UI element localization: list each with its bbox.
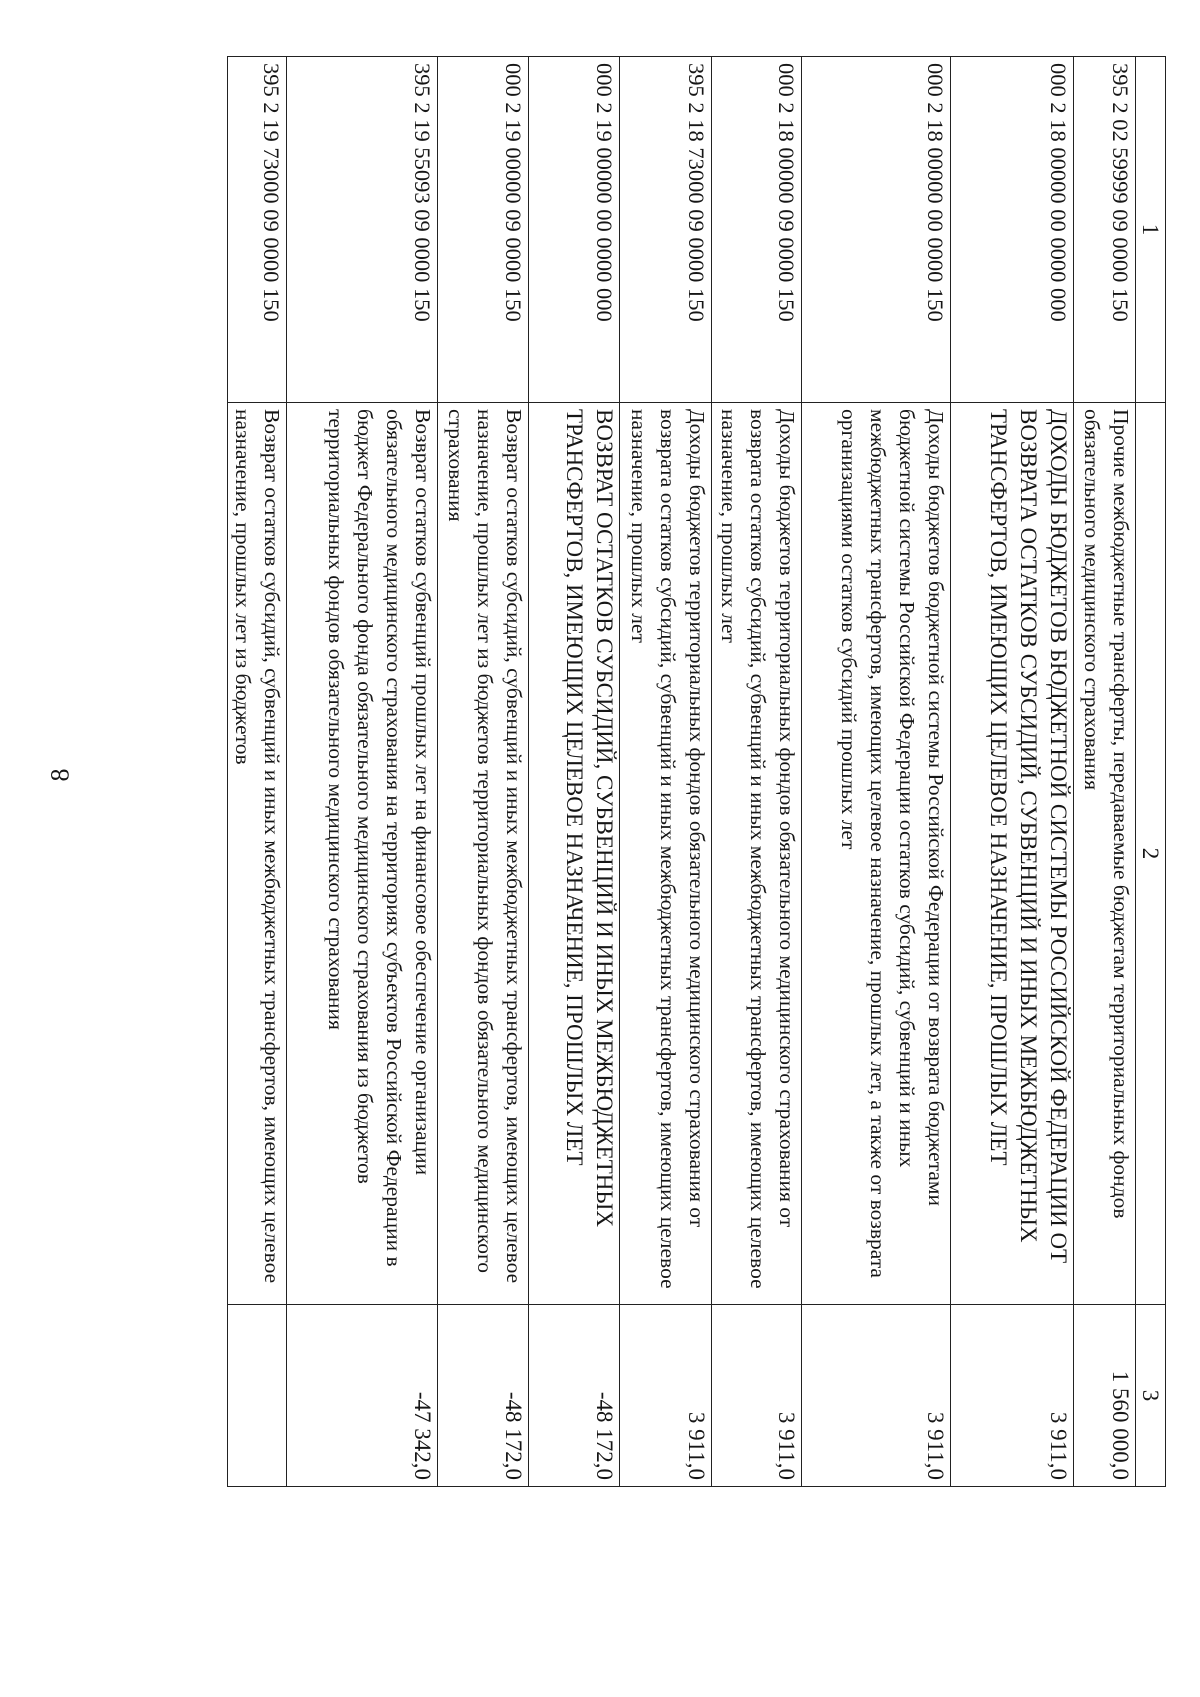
amount-cell: 3 911,0 [712,1305,802,1487]
budget-code-cell: 395 2 19 55093 09 0000 150 [287,57,438,403]
budget-code-cell: 395 2 19 73000 09 0000 150 [228,57,287,403]
table-row [712,57,802,1487]
amount-cell: -48 172,0 [529,1305,620,1487]
description-cell: Прочие межбюджетные трансферты, передаваемые бюджетам территориальных фондов обязательного медицинского страхования [1074,403,1136,1305]
amount-cell: 3 911,0 [620,1305,712,1487]
budget-code-cell: 000 2 18 00000 09 0000 150 [712,57,802,403]
amount-cell: -47 342,0 [287,1305,438,1487]
description-cell: Возврат остатков субвенций прошлых лет на финансовое обеспечение организации обязательного медицинского страхования на территориях субъектов Российской Федерации в бюджет Федерального фонда обязательного медицинского страхования из бюджетов территориальных фондов обязательного медицинского страхования [287,403,438,1305]
budget-revenue-table [227,56,1166,1487]
amount-cell: 3 911,0 [802,1305,951,1487]
budget-code-cell: 000 2 19 00000 00 0000 000 [529,57,620,403]
table-row [529,57,620,1487]
column-header-name: 2 [1136,403,1166,1305]
amount-cell: 1 560 000,0 [1074,1305,1136,1487]
description-cell: Доходы бюджетов территориальных фондов обязательного медицинского страхования от возврата остатков субсидий, субвенций и иных межбюджетных трансфертов, имеющих целевое назначение, прошлых лет [620,403,712,1305]
budget-code-cell: 395 2 18 73000 09 0000 150 [620,57,712,403]
column-header-code: 1 [1136,57,1166,403]
table-row [438,57,529,1487]
description-cell: ДОХОДЫ БЮДЖЕТОВ БЮДЖЕТНОЙ СИСТЕМЫ РОССИЙСКОЙ ФЕДЕРАЦИИ ОТ ВОЗВРАТА ОСТАТКОВ СУБСИДИЙ, СУБВЕНЦИЙ И ИНЫХ МЕЖБЮДЖЕТНЫХ ТРАНСФЕРТОВ, ИМЕЮЩИХ ЦЕЛЕВОЕ НАЗНАЧЕНИЕ, ПРОШЛЫХ ЛЕТ [951,403,1074,1305]
column-header-amount: 3 [1136,1305,1166,1487]
table-header-row [1136,57,1166,1487]
amount-cell [228,1305,287,1487]
rotated-document [98,56,1166,1486]
description-cell: Доходы бюджетов бюджетной системы Российской Федерации от возврата бюджетами бюджетной системы Российской Федерации остатков субсидий, субвенций и иных межбюджетных трансфертов, имеющих целевое назначение, прошлых лет, а также от возврата организациями остатков субсидий прошлых лет [802,403,951,1305]
description-cell: Возврат остатков субсидий, субвенций и иных межбюджетных трансфертов, имеющих целевое назначение, прошлых лет из бюджетов [228,403,287,1305]
description-cell: ВОЗВРАТ ОСТАТКОВ СУБСИДИЙ, СУБВЕНЦИЙ И ИНЫХ МЕЖБЮДЖЕТНЫХ ТРАНСФЕРТОВ, ИМЕЮЩИХ ЦЕЛЕВОЕ НАЗНАЧЕНИЕ, ПРОШЛЫХ ЛЕТ [529,403,620,1305]
description-cell: Возврат остатков субсидий, субвенций и иных межбюджетных трансфертов, имеющих целевое назначение, прошлых лет из бюджетов территориальных фондов обязательного медицинского страхования [438,403,529,1305]
budget-code-cell: 000 2 19 00000 09 0000 150 [438,57,529,403]
table-row [1074,57,1136,1487]
amount-cell: -48 172,0 [438,1305,529,1487]
amount-cell: 3 911,0 [951,1305,1074,1487]
description-cell: Доходы бюджетов территориальных фондов обязательного медицинского страхования от возврата остатков субсидий, субвенций и иных межбюджетных трансфертов, имеющих целевое назначение, прошлых лет [712,403,802,1305]
page-number: 8 [45,768,75,782]
table-row [951,57,1074,1487]
table-row [287,57,438,1487]
budget-code-cell: 000 2 18 00000 00 0000 000 [951,57,1074,403]
table-row [620,57,712,1487]
table-row [802,57,951,1487]
budget-code-cell: 395 2 02 59999 09 0000 150 [1074,57,1136,403]
table-row [228,57,287,1487]
budget-code-cell: 000 2 18 00000 00 0000 150 [802,57,951,403]
